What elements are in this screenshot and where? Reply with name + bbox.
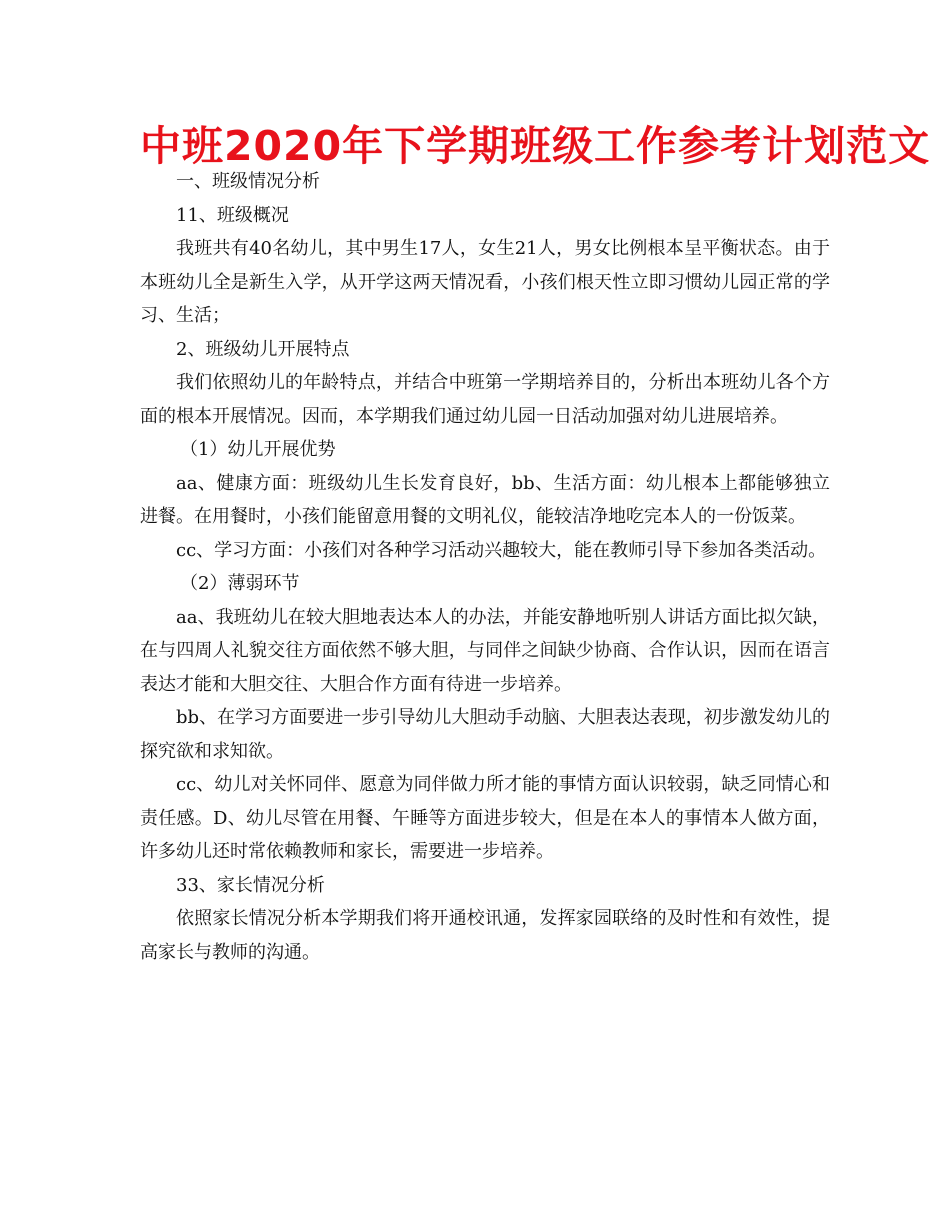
subsection-heading: （2）薄弱环节 (180, 573, 300, 594)
paragraph: 依照家长情况分析本学期我们将开通校讯通，发挥家园联络的及时性和有效性，提高家长与教师的沟通。 (140, 908, 830, 963)
paragraph: bb、在学习方面要进一步引导幼儿大胆动手动脑、大胆表达表现，初步激发幼儿的探究欲和求知欲。 (140, 707, 830, 762)
subsection-heading: 33、家长情况分析 (176, 874, 325, 896)
subsection-heading: 2、班级幼儿开展特点 (176, 338, 350, 360)
subsection-heading: （1）幼儿开展优势 (180, 439, 336, 460)
paragraph: aa、健康方面：班级幼儿生长发育良好，bb、生活方面：幼儿根本上都能够独立进餐。在用餐时，小孩们能留意用餐的文明礼仪，能较洁净地吃完本人的一份饭菜。 (140, 472, 830, 527)
paragraph: cc、学习方面：小孩们对各种学习活动兴趣较大，能在教师引导下参加各类活动。 (176, 539, 827, 561)
paragraph: cc、幼儿对关怀同伴、愿意为同伴做力所才能的事情方面认识较弱，缺乏同情心和责任感。D、幼儿尽管在用餐、午睡等方面进步较大，但是在本人的事情本人做方面，许多幼儿还时常依赖教师和家长，需要进一步培养。 (140, 774, 830, 862)
subsection-heading: 11、班级概况 (176, 204, 289, 226)
document-title: 中班2020年下学期班级工作参考计划范文 (140, 122, 931, 170)
paragraph: aa、我班幼儿在较大胆地表达本人的办法，并能安静地听别人讲话方面比拟欠缺，在与四周人礼貌交往方面依然不够大胆，与同伴之间缺少协商、合作认识，因而在语言表达才能和大胆交往、大胆合作方面有待进一步培养。 (140, 606, 830, 695)
section-heading: 一、班级情况分析 (176, 171, 320, 192)
paragraph: 我们依照幼儿的年龄特点，并结合中班第一学期培养目的，分析出本班幼儿各个方面的根本开展情况。因而，本学期我们通过幼儿园一日活动加强对幼儿进展培养。 (140, 372, 830, 427)
document-body (140, 165, 830, 969)
paragraph: 我班共有40名幼儿，其中男生17人，女生21人，男女比例根本呈平衡状态。由于本班幼儿全是新生入学，从开学这两天情况看，小孩们根天性立即习惯幼儿园正常的学习、生活； (140, 238, 830, 326)
